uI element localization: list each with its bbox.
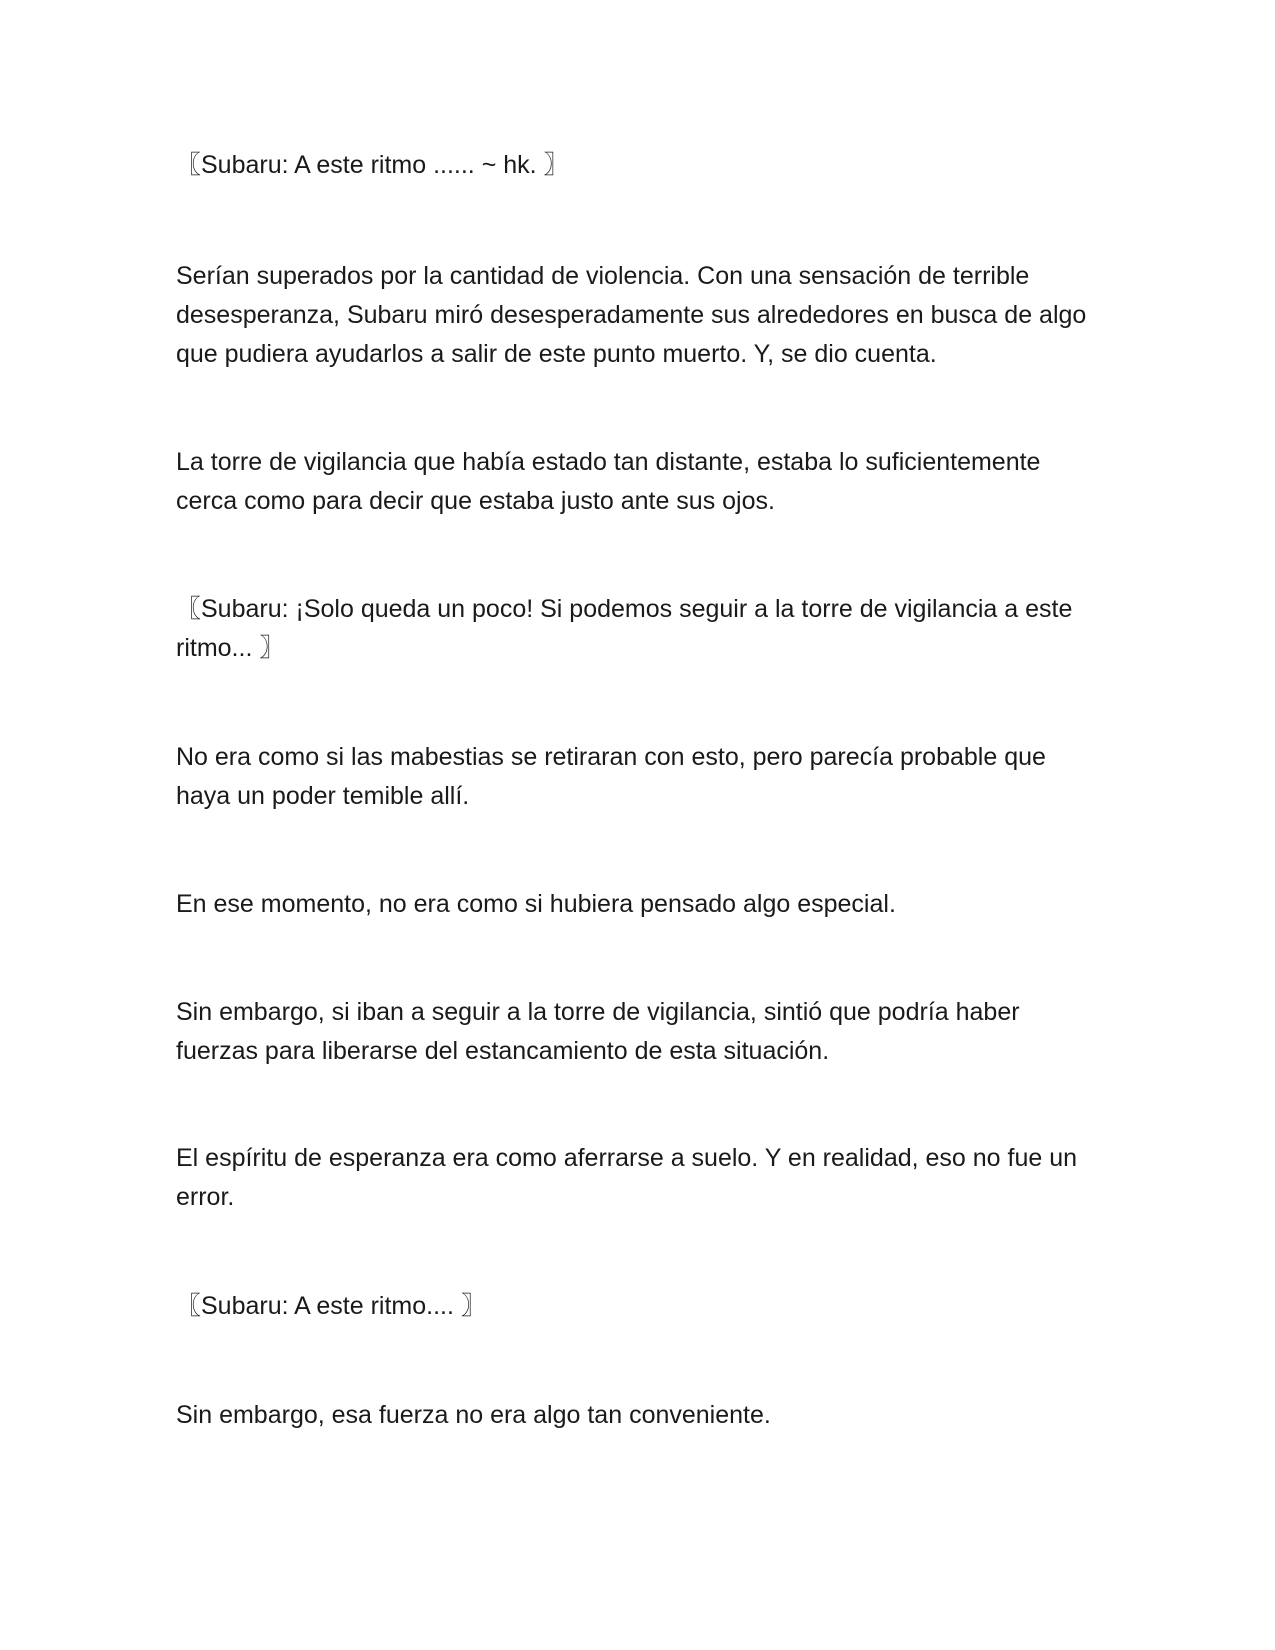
narration-paragraph: El espíritu de esperanza era como aferrarse a suelo. Y en realidad, eso no fue un error. bbox=[176, 1144, 1078, 1211]
narration-paragraph: Sin embargo, esa fuerza no era algo tan conveniente. bbox=[176, 1401, 771, 1429]
narration-paragraph: La torre de vigilancia que había estado tan distante, estaba lo suficientemente cerca como para decir que estaba justo ante sus ojos. bbox=[176, 448, 1041, 515]
narration-paragraph: Sin embargo, si iban a seguir a la torre de vigilancia, sintió que podría haber fuerzas para liberarse del estancamiento de esta situación. bbox=[176, 998, 1020, 1065]
narration-paragraph: No era como si las mabestias se retiraran con esto, pero parecía probable que haya un poder temible allí. bbox=[176, 743, 1046, 810]
narration-paragraph: Serían superados por la cantidad de violencia. Con una sensación de terrible desesperanza, Subaru miró desesperadamente sus alrededores en busca de algo que pudiera ayudarlos a salir de este punto muerto. Y, se dio cuenta. bbox=[176, 262, 1087, 368]
dialogue-paragraph: 〖Subaru: A este ritmo.... 〗 bbox=[176, 1292, 486, 1320]
dialogue-paragraph: 〖Subaru: A este ritmo ...... ~ hk. 〗 bbox=[176, 151, 569, 179]
dialogue-paragraph: 〖Subaru: ¡Solo queda un poco! Si podemos seguir a la torre de vigilancia a este ritmo... 〗 bbox=[176, 595, 1073, 662]
narration-paragraph: En ese momento, no era como si hubiera pensado algo especial. bbox=[176, 890, 896, 918]
